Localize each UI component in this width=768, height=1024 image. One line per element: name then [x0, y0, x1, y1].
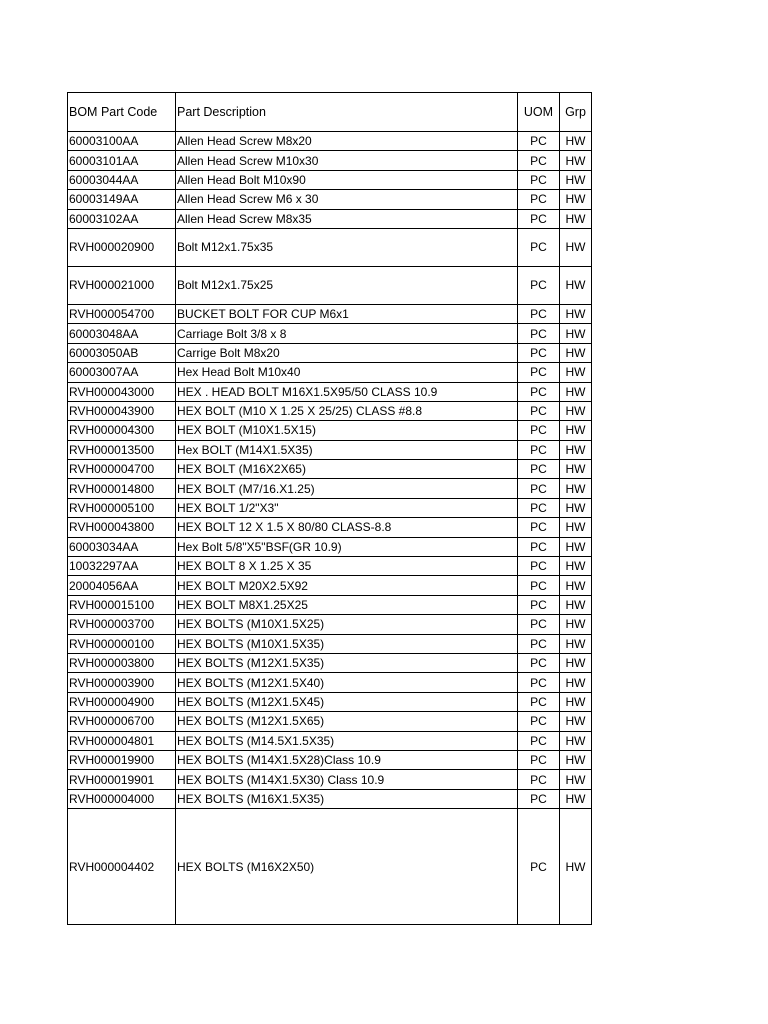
cell-bom-part-code[interactable]: 60003149AA [68, 190, 176, 209]
cell-bom-part-code[interactable]: RVH000020900 [68, 228, 176, 266]
cell-bom-part-code[interactable]: RVH000043900 [68, 401, 176, 420]
cell-bom-part-code[interactable]: RVH000019901 [68, 770, 176, 789]
cell-bom-part-code[interactable]: RVH000000100 [68, 634, 176, 653]
table-row [68, 809, 592, 925]
table-row [68, 576, 592, 595]
cell-part-description[interactable]: HEX BOLTS (M12X1.5X35) [176, 653, 518, 672]
cell-bom-part-code[interactable]: RVH000004900 [68, 692, 176, 711]
cell-grp[interactable]: HW [560, 615, 592, 634]
cell-bom-part-code[interactable]: 60003050AB [68, 343, 176, 362]
table-row [68, 190, 592, 209]
cell-grp[interactable]: HW [560, 809, 592, 925]
cell-part-description[interactable]: HEX BOLTS (M16X1.5X35) [176, 789, 518, 808]
cell-uom[interactable]: PC [518, 382, 560, 401]
cell-uom[interactable]: PC [518, 673, 560, 692]
cell-bom-part-code[interactable]: RVH000054700 [68, 304, 176, 323]
cell-uom[interactable]: PC [518, 401, 560, 420]
table-row [68, 170, 592, 189]
header-row [68, 93, 592, 132]
table-row [68, 712, 592, 731]
cell-bom-part-code[interactable]: 10032297AA [68, 557, 176, 576]
cell-uom[interactable]: PC [518, 576, 560, 595]
header-grp[interactable]: Grp [560, 93, 592, 132]
cell-part-description[interactable]: HEX BOLT M20X2.5X92 [176, 576, 518, 595]
cell-uom[interactable]: PC [518, 809, 560, 925]
cell-grp[interactable]: HW [560, 498, 592, 517]
cell-bom-part-code[interactable]: RVH000014800 [68, 479, 176, 498]
cell-grp[interactable]: HW [560, 401, 592, 420]
cell-part-description[interactable]: HEX BOLTS (M14.5X1.5X35) [176, 731, 518, 750]
cell-uom[interactable]: PC [518, 537, 560, 556]
cell-uom[interactable]: PC [518, 170, 560, 189]
cell-part-description[interactable]: HEX BOLT 1/2"X3" [176, 498, 518, 517]
cell-grp[interactable]: HW [560, 692, 592, 711]
table-row [68, 266, 592, 304]
cell-uom[interactable]: PC [518, 479, 560, 498]
cell-bom-part-code[interactable]: RVH000003800 [68, 653, 176, 672]
cell-grp[interactable]: HW [560, 653, 592, 672]
cell-bom-part-code[interactable]: RVH000021000 [68, 266, 176, 304]
cell-uom[interactable]: PC [518, 712, 560, 731]
cell-bom-part-code[interactable]: 60003100AA [68, 132, 176, 151]
cell-bom-part-code[interactable]: RVH000043000 [68, 382, 176, 401]
table-row [68, 653, 592, 672]
cell-uom[interactable]: PC [518, 421, 560, 440]
cell-grp[interactable]: HW [560, 750, 592, 769]
cell-grp[interactable]: HW [560, 421, 592, 440]
cell-part-description[interactable]: Carrige Bolt M8x20 [176, 343, 518, 362]
cell-part-description[interactable]: HEX BOLT (M7/16.X1.25) [176, 479, 518, 498]
cell-grp[interactable]: HW [560, 634, 592, 653]
table-row [68, 770, 592, 789]
cell-grp[interactable]: HW [560, 209, 592, 228]
parts-table-body [68, 93, 592, 925]
cell-uom[interactable]: PC [518, 615, 560, 634]
cell-part-description[interactable]: Hex BOLT (M14X1.5X35) [176, 440, 518, 459]
cell-grp[interactable]: HW [560, 343, 592, 362]
cell-part-description[interactable]: HEX BOLTS (M14X1.5X30) Class 10.9 [176, 770, 518, 789]
table-row [68, 209, 592, 228]
cell-part-description[interactable]: HEX BOLT (M16X2X65) [176, 460, 518, 479]
cell-grp[interactable]: HW [560, 537, 592, 556]
cell-part-description[interactable]: HEX BOLT M8X1.25X25 [176, 595, 518, 614]
cell-uom[interactable]: PC [518, 363, 560, 382]
header-uom[interactable]: UOM [518, 93, 560, 132]
cell-grp[interactable]: HW [560, 789, 592, 808]
cell-part-description[interactable]: Bolt M12x1.75x25 [176, 266, 518, 304]
cell-part-description[interactable]: Allen Head Bolt M10x90 [176, 170, 518, 189]
cell-part-description[interactable]: HEX BOLTS (M10X1.5X25) [176, 615, 518, 634]
cell-uom[interactable]: PC [518, 228, 560, 266]
cell-grp[interactable]: HW [560, 731, 592, 750]
cell-grp[interactable]: HW [560, 712, 592, 731]
table-row [68, 634, 592, 653]
cell-uom[interactable]: PC [518, 460, 560, 479]
cell-bom-part-code[interactable]: 60003101AA [68, 151, 176, 170]
cell-grp[interactable]: HW [560, 324, 592, 343]
cell-grp[interactable]: HW [560, 557, 592, 576]
cell-bom-part-code[interactable]: RVH000003900 [68, 673, 176, 692]
table-row [68, 421, 592, 440]
cell-part-description[interactable]: HEX BOLTS (M10X1.5X35) [176, 634, 518, 653]
cell-part-description[interactable]: HEX BOLTS (M12X1.5X40) [176, 673, 518, 692]
table-row [68, 460, 592, 479]
table-row [68, 789, 592, 808]
cell-uom[interactable]: PC [518, 343, 560, 362]
cell-part-description[interactable]: Carriage Bolt 3/8 x 8 [176, 324, 518, 343]
cell-part-description[interactable]: Allen Head Screw M10x30 [176, 151, 518, 170]
cell-uom[interactable]: PC [518, 304, 560, 323]
cell-bom-part-code[interactable]: RVH000004000 [68, 789, 176, 808]
cell-uom[interactable]: PC [518, 498, 560, 517]
cell-grp[interactable]: HW [560, 595, 592, 614]
cell-grp[interactable]: HW [560, 673, 592, 692]
cell-bom-part-code[interactable]: RVH000004402 [68, 809, 176, 925]
cell-part-description[interactable]: HEX BOLT 8 X 1.25 X 35 [176, 557, 518, 576]
cell-bom-part-code[interactable]: RVH000004700 [68, 460, 176, 479]
cell-part-description[interactable]: Allen Head Screw M8x20 [176, 132, 518, 151]
cell-bom-part-code[interactable]: RVH000003700 [68, 615, 176, 634]
header-bom-part-code[interactable]: BOM Part Code [68, 93, 176, 132]
cell-grp[interactable]: HW [560, 460, 592, 479]
cell-grp[interactable]: HW [560, 190, 592, 209]
cell-uom[interactable]: PC [518, 770, 560, 789]
cell-bom-part-code[interactable]: 60003048AA [68, 324, 176, 343]
table-row [68, 673, 592, 692]
table-row [68, 537, 592, 556]
table-row [68, 304, 592, 323]
cell-bom-part-code[interactable]: RVH000019900 [68, 750, 176, 769]
cell-part-description[interactable]: HEX BOLTS (M16X2X50) [176, 809, 518, 925]
cell-uom[interactable]: PC [518, 266, 560, 304]
cell-part-description[interactable]: Hex Bolt 5/8"X5"BSF(GR 10.9) [176, 537, 518, 556]
table-row [68, 151, 592, 170]
cell-bom-part-code[interactable]: RVH000004801 [68, 731, 176, 750]
cell-part-description[interactable]: BUCKET BOLT FOR CUP M6x1 [176, 304, 518, 323]
cell-grp[interactable]: HW [560, 518, 592, 537]
cell-grp[interactable]: HW [560, 440, 592, 459]
table-row [68, 518, 592, 537]
table-row [68, 557, 592, 576]
cell-part-description[interactable]: HEX BOLTS (M14X1.5X28)Class 10.9 [176, 750, 518, 769]
cell-grp[interactable]: HW [560, 266, 592, 304]
cell-uom[interactable]: PC [518, 132, 560, 151]
cell-part-description[interactable]: HEX BOLT 12 X 1.5 X 80/80 CLASS-8.8 [176, 518, 518, 537]
table-row [68, 692, 592, 711]
table-row [68, 615, 592, 634]
table-row [68, 132, 592, 151]
cell-uom[interactable]: PC [518, 750, 560, 769]
cell-bom-part-code[interactable]: RVH000013500 [68, 440, 176, 459]
cell-uom[interactable]: PC [518, 789, 560, 808]
cell-part-description[interactable]: HEX BOLTS (M12X1.5X65) [176, 712, 518, 731]
parts-table [67, 92, 592, 925]
cell-grp[interactable]: HW [560, 770, 592, 789]
cell-grp[interactable]: HW [560, 382, 592, 401]
table-row [68, 324, 592, 343]
cell-bom-part-code[interactable]: 60003007AA [68, 363, 176, 382]
table-row [68, 382, 592, 401]
cell-part-description[interactable]: HEX BOLT (M10 X 1.25 X 25/25) CLASS #8.8 [176, 401, 518, 420]
cell-grp[interactable]: HW [560, 479, 592, 498]
cell-uom[interactable]: PC [518, 440, 560, 459]
table-row [68, 479, 592, 498]
table-row [68, 595, 592, 614]
header-part-description[interactable]: Part Description [176, 93, 518, 132]
cell-uom[interactable]: PC [518, 209, 560, 228]
table-row [68, 343, 592, 362]
table-row [68, 401, 592, 420]
cell-bom-part-code[interactable]: RVH000005100 [68, 498, 176, 517]
cell-grp[interactable]: HW [560, 151, 592, 170]
cell-uom[interactable]: PC [518, 151, 560, 170]
cell-uom[interactable]: PC [518, 324, 560, 343]
cell-bom-part-code[interactable]: RVH000006700 [68, 712, 176, 731]
cell-grp[interactable]: HW [560, 228, 592, 266]
cell-grp[interactable]: HW [560, 170, 592, 189]
cell-bom-part-code[interactable]: RVH000015100 [68, 595, 176, 614]
cell-bom-part-code[interactable]: 60003034AA [68, 537, 176, 556]
cell-part-description[interactable]: Allen Head Screw M8x35 [176, 209, 518, 228]
cell-part-description[interactable]: Bolt M12x1.75x35 [176, 228, 518, 266]
table-row [68, 750, 592, 769]
table-row [68, 363, 592, 382]
cell-uom[interactable]: PC [518, 653, 560, 672]
table-row [68, 731, 592, 750]
table-row [68, 228, 592, 266]
cell-grp[interactable]: HW [560, 363, 592, 382]
cell-bom-part-code[interactable]: RVH000043800 [68, 518, 176, 537]
cell-uom[interactable]: PC [518, 518, 560, 537]
cell-part-description[interactable]: Hex Head Bolt M10x40 [176, 363, 518, 382]
cell-bom-part-code[interactable]: 20004056AA [68, 576, 176, 595]
cell-part-description[interactable]: HEX . HEAD BOLT M16X1.5X95/50 CLASS 10.9 [176, 382, 518, 401]
cell-uom[interactable]: PC [518, 692, 560, 711]
cell-uom[interactable]: PC [518, 634, 560, 653]
cell-part-description[interactable]: Allen Head Screw M6 x 30 [176, 190, 518, 209]
cell-grp[interactable]: HW [560, 132, 592, 151]
table-row [68, 440, 592, 459]
cell-grp[interactable]: HW [560, 576, 592, 595]
cell-uom[interactable]: PC [518, 595, 560, 614]
cell-bom-part-code[interactable]: 60003044AA [68, 170, 176, 189]
cell-part-description[interactable]: HEX BOLT (M10X1.5X15) [176, 421, 518, 440]
cell-grp[interactable]: HW [560, 304, 592, 323]
cell-bom-part-code[interactable]: RVH000004300 [68, 421, 176, 440]
cell-uom[interactable]: PC [518, 731, 560, 750]
cell-part-description[interactable]: HEX BOLTS (M12X1.5X45) [176, 692, 518, 711]
cell-bom-part-code[interactable]: 60003102AA [68, 209, 176, 228]
cell-uom[interactable]: PC [518, 190, 560, 209]
cell-uom[interactable]: PC [518, 557, 560, 576]
table-row [68, 498, 592, 517]
